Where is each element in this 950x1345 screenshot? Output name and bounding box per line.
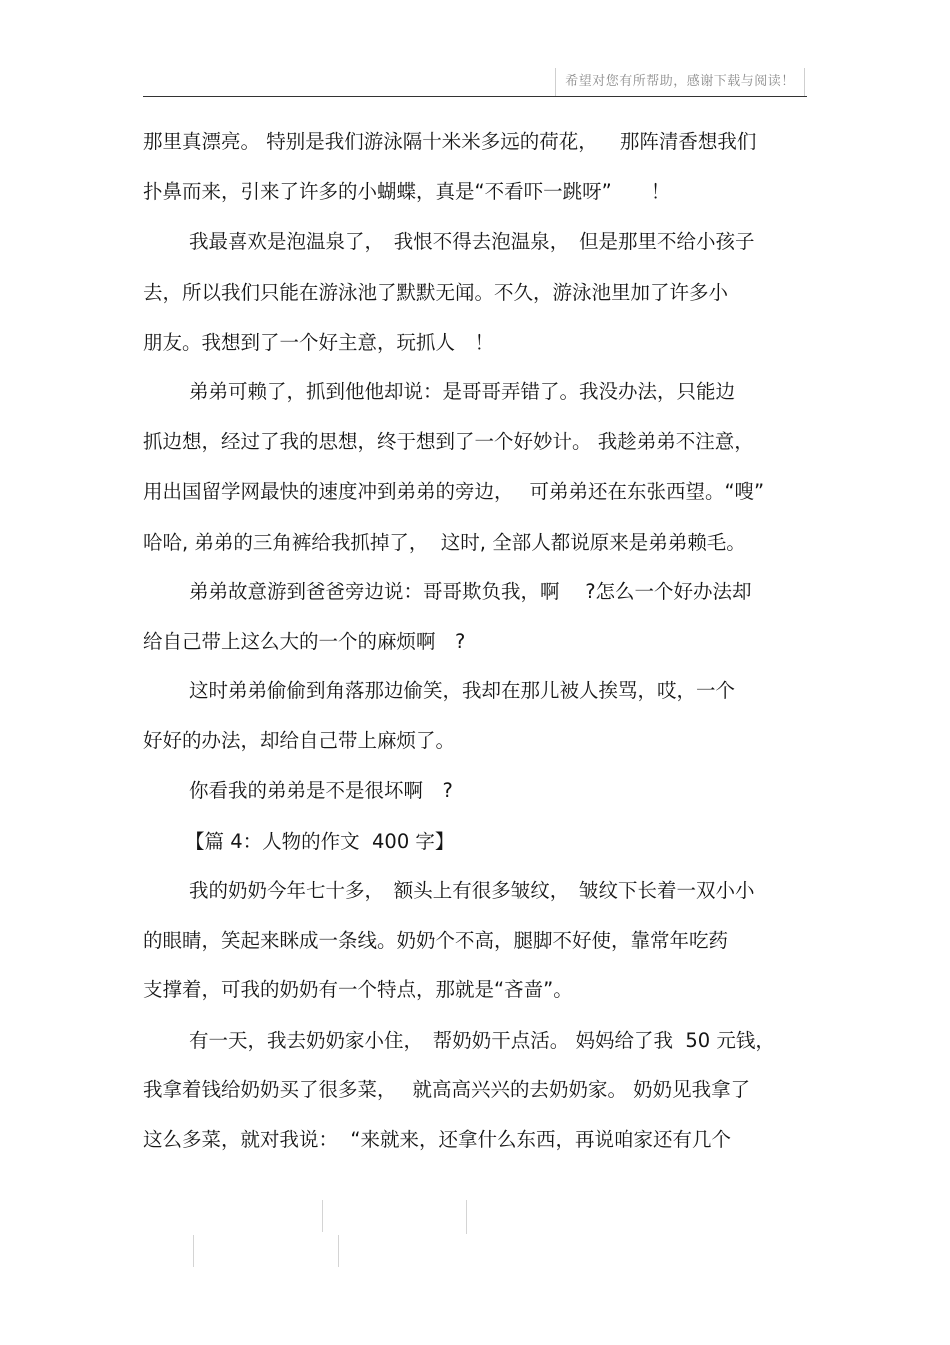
paragraph-start: 你看我的弟弟是不是很坏啊 ? (189, 779, 453, 802)
text-line: 这么多菜，就对我说： “来就来，还拿什么东西，再说咱家还有几个 (143, 1128, 731, 1151)
text-line: 我拿着钱给奶奶买了很多菜， 就高高兴兴的去奶奶家。 奶奶见我拿了 (143, 1078, 751, 1101)
scan-artifact-line (322, 1200, 323, 1232)
text-line: 哈哈, 弟弟的三角裤给我抓掉了， 这时, 全部人都说原来是弟弟赖毛。 (143, 531, 746, 554)
paragraph-start: 我的奶奶今年七十多， 额头上有很多皱纹， 皱纹下长着一双小小 (189, 879, 755, 902)
header-rule (143, 96, 807, 97)
text-line: 支撑着，可我的奶奶有一个特点，那就是“吝啬”。 (143, 978, 573, 1001)
text-line: 去，所以我们只能在游泳池了默默无闻。不久，游泳池里加了许多小 (143, 281, 729, 304)
header-banner-text: 希望对您有所帮助，感谢下载与阅读！ (565, 74, 795, 89)
text-line: 用出国留学网最快的速度冲到弟弟的旁边， 可弟弟还在东张西望。“嗖” (143, 480, 765, 503)
text-line: 抓边想，经过了我的思想，终于想到了一个好妙计。 我趁弟弟不注意， (143, 430, 754, 453)
section-heading: 【篇 4：人物的作文 400 字】 (185, 830, 455, 853)
text-line: 给自己带上这么大的一个的麻烦啊 ? (143, 630, 466, 653)
paragraph-start: 这时弟弟偷偷到角落那边偷笑，我却在那儿被人挨骂，哎，一个 (189, 679, 736, 702)
paragraph-start: 弟弟可赖了，抓到他他却说：是哥哥弄错了。我没办法，只能边 (189, 380, 736, 403)
text-line: 扑鼻而来，引来了许多的小蝴蝶，真是“不看吓一跳呀” ！ (143, 180, 671, 203)
text-line: 那里真漂亮。 特别是我们游泳隔十米米多远的荷花， 那阵清香想我们 (143, 130, 757, 153)
text-line: 朋友。我想到了一个好主意，玩抓人 ！ (143, 331, 495, 354)
scan-artifact-line (466, 1200, 467, 1234)
header-banner (555, 68, 805, 96)
paragraph-start: 弟弟故意游到爸爸旁边说：哥哥欺负我，啊 ?怎么一个好办法却 (189, 580, 752, 603)
text-line: 好好的办法，却给自己带上麻烦了。 (143, 729, 456, 752)
paragraph-start: 有一天，我去奶奶家小住， 帮奶奶干点活。 妈妈给了我 50 元钱， (189, 1029, 775, 1052)
text-line: 的眼睛，笑起来眯成一条线。奶奶个不高，腿脚不好使，靠常年吃药 (143, 929, 729, 952)
scan-artifact-line (338, 1235, 339, 1267)
paragraph-start: 我最喜欢是泡温泉了， 我恨不得去泡温泉， 但是那里不给小孩子 (189, 230, 755, 253)
scan-artifact-line (193, 1235, 194, 1267)
